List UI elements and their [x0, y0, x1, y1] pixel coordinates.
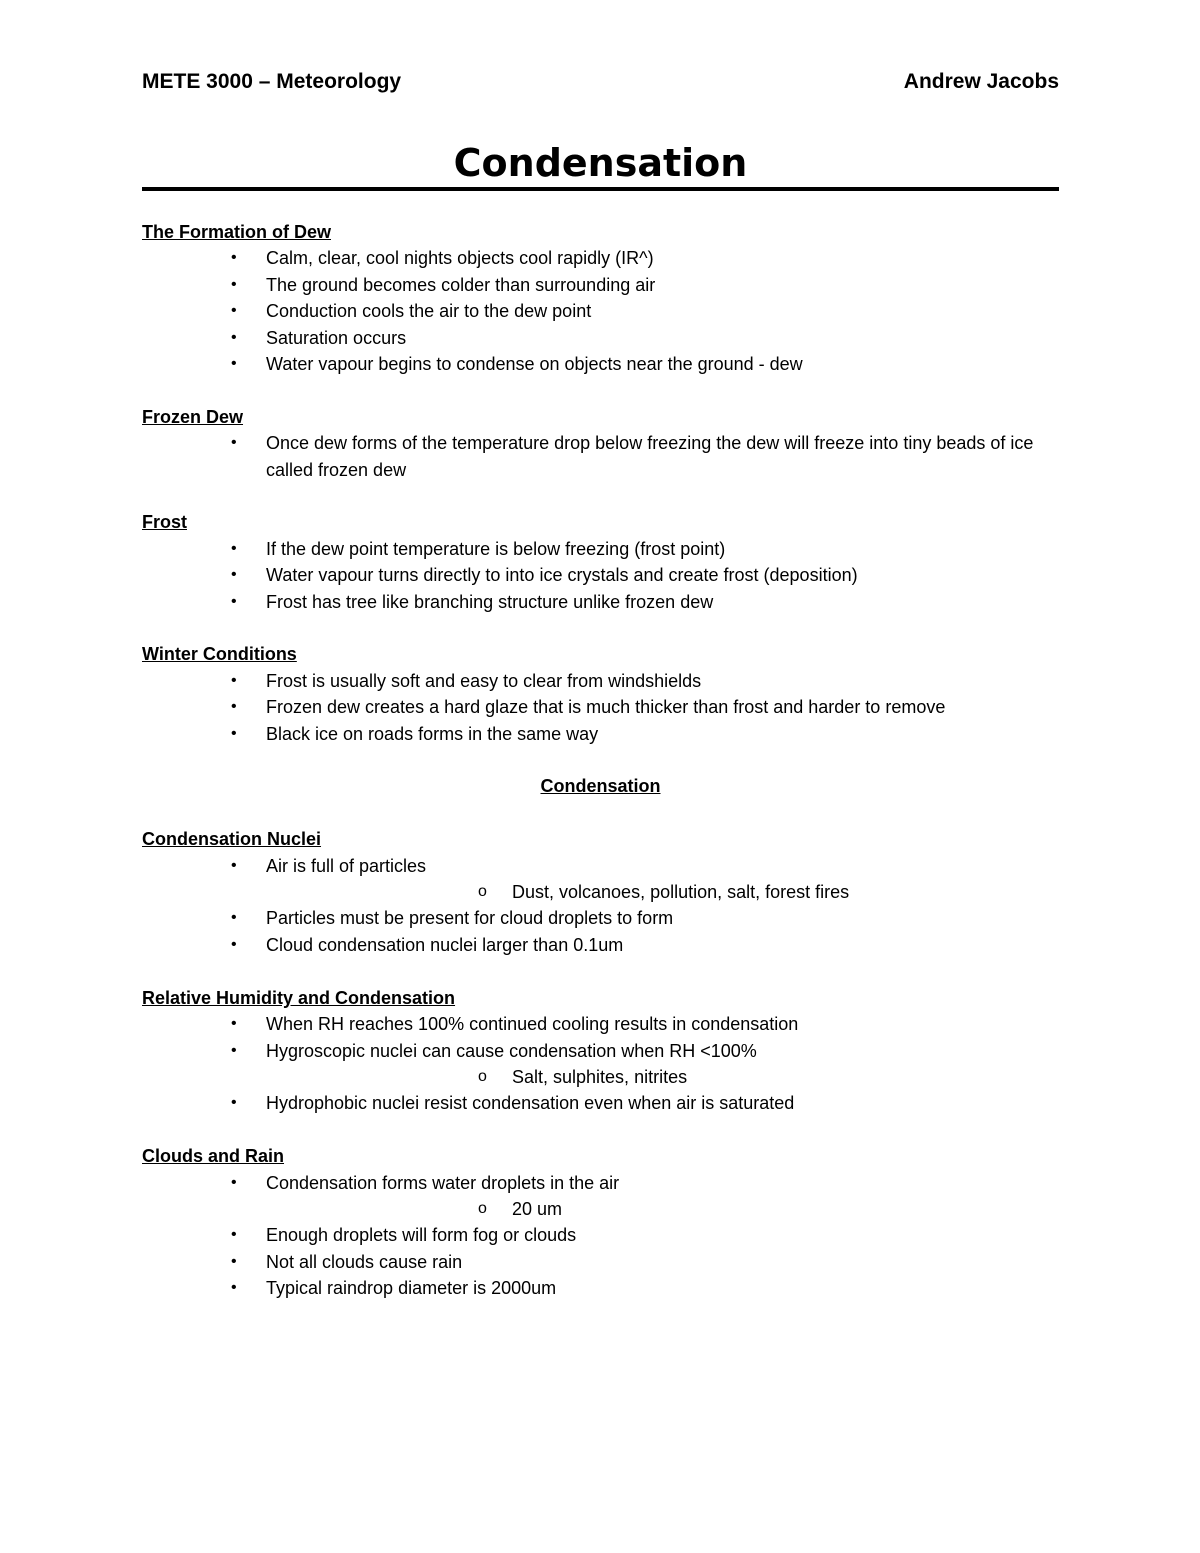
bullet-list [142, 1011, 1059, 1117]
sub-list-item-text: 20 um [512, 1198, 563, 1219]
list-item [142, 1222, 1059, 1248]
section-heading: Frozen Dew [142, 406, 244, 427]
bullet-icon: • [231, 355, 237, 373]
bullet-icon: • [231, 698, 237, 716]
list-item [142, 1249, 1059, 1275]
section-b-1 [142, 985, 1059, 1117]
bullet-icon: • [231, 566, 237, 584]
list-item [142, 1011, 1059, 1037]
list-item [142, 562, 1059, 588]
sub-list [266, 1196, 1059, 1222]
list-item [142, 1170, 1059, 1223]
list-item-text: Frost is usually soft and easy to clear from windshields [266, 670, 702, 691]
bullet-icon: • [231, 1015, 237, 1033]
bullet-icon: • [231, 249, 237, 267]
list-item-text: Calm, clear, cool nights objects cool rapidly (IR^) [266, 248, 654, 269]
list-item [142, 1090, 1059, 1116]
bullet-list [142, 430, 1059, 483]
list-item-text: If the dew point temperature is below freezing (frost point) [266, 538, 726, 559]
bullet-icon: • [231, 724, 237, 742]
sub-list-item-text: Dust, volcanoes, pollution, salt, forest fires [512, 882, 850, 903]
list-item [142, 325, 1059, 351]
list-item-text: Black ice on roads forms in the same way [266, 723, 599, 744]
list-item [142, 721, 1059, 747]
bullet-icon: • [231, 671, 237, 689]
bullet-list [142, 536, 1059, 615]
section-heading: Condensation Nuclei [142, 829, 322, 850]
document-body [142, 219, 1059, 1328]
list-item-text: Air is full of particles [266, 855, 427, 876]
sub-list-item [266, 1196, 1059, 1222]
document-page [142, 0, 1059, 1553]
list-item-text: The ground becomes colder than surrounding air [266, 274, 656, 295]
sub-list-item-text: Salt, sulphites, nitrites [512, 1066, 688, 1087]
bullet-icon: • [231, 1226, 237, 1244]
list-item [142, 272, 1059, 298]
list-item [142, 245, 1059, 271]
sub-list-item [266, 1064, 1059, 1090]
list-item [142, 589, 1059, 615]
circle-bullet-icon: o [478, 883, 487, 901]
bullet-icon: • [231, 909, 237, 927]
sub-list [266, 879, 1059, 905]
sub-list [266, 1064, 1059, 1090]
list-item-text: Water vapour begins to condense on objects near the ground - dew [266, 354, 803, 375]
section-a-0 [142, 219, 1059, 377]
list-item-text: Typical raindrop diameter is 2000um [266, 1278, 557, 1299]
list-item-text: When RH reaches 100% continued cooling results in condensation [266, 1014, 799, 1035]
section-title-condensation: Condensation [540, 776, 661, 797]
page-header [142, 70, 1059, 100]
list-item-text: Hygroscopic nuclei can cause condensation when RH <100% [266, 1040, 757, 1061]
bullet-icon: • [231, 1252, 237, 1270]
section-a-2 [142, 509, 1059, 615]
bullet-icon: • [231, 1173, 237, 1191]
list-item [142, 905, 1059, 931]
section-a-3 [142, 641, 1059, 747]
list-item [142, 1275, 1059, 1301]
list-item-text: Frozen dew creates a hard glaze that is much thicker than frost and harder to remove [266, 697, 946, 718]
bullet-list [142, 245, 1059, 377]
list-item [142, 932, 1059, 958]
list-item [142, 430, 1059, 483]
bullet-icon: • [231, 328, 237, 346]
bullet-icon: • [231, 434, 237, 452]
bullet-icon: • [231, 302, 237, 320]
list-item-text: Frost has tree like branching structure unlike frozen dew [266, 591, 714, 612]
bullet-icon: • [231, 1094, 237, 1112]
sub-list-item [266, 879, 1059, 905]
list-item-text: Particles must be present for cloud droplets to form [266, 908, 674, 929]
list-item-text: Once dew forms of the temperature drop below freezing the dew will freeze into tiny beads of ice called frozen dew [266, 433, 1034, 480]
bullet-list [142, 1170, 1059, 1302]
section-a-1 [142, 404, 1059, 483]
bullet-icon: • [231, 539, 237, 557]
list-item-text: Water vapour turns directly to into ice crystals and create frost (deposition) [266, 565, 858, 586]
section-heading: Winter Conditions [142, 644, 297, 665]
bullet-icon: • [231, 856, 237, 874]
circle-bullet-icon: o [478, 1067, 487, 1085]
list-item [142, 351, 1059, 377]
list-item-text: Conduction cools the air to the dew point [266, 301, 592, 322]
bullet-icon: • [231, 1041, 237, 1059]
list-item [142, 536, 1059, 562]
author-name: Andrew Jacobs [903, 70, 1059, 93]
list-item-text: Saturation occurs [266, 327, 407, 348]
list-item [142, 668, 1059, 694]
list-item [142, 1038, 1059, 1091]
list-item [142, 298, 1059, 324]
list-item-text: Cloud condensation nuclei larger than 0.1um [266, 934, 624, 955]
bullet-icon: • [231, 935, 237, 953]
bullet-icon: • [231, 1279, 237, 1297]
bullet-list [142, 853, 1059, 959]
section-b-0 [142, 826, 1059, 958]
list-item-text: Enough droplets will form fog or clouds [266, 1225, 577, 1246]
section-heading: Relative Humidity and Condensation [142, 987, 456, 1008]
section-b-2 [142, 1143, 1059, 1301]
section-heading: Clouds and Rain [142, 1146, 285, 1167]
list-item-text: Condensation forms water droplets in the air [266, 1172, 620, 1193]
list-item-text: Hydrophobic nuclei resist condensation even when air is saturated [266, 1093, 795, 1114]
section-heading: Frost [142, 512, 187, 533]
course-name: METE 3000 – Meteorology [142, 70, 402, 93]
section-heading: The Formation of Dew [142, 222, 331, 242]
title-rule [142, 187, 1059, 191]
list-item [142, 853, 1059, 906]
bullet-list [142, 668, 1059, 747]
list-item [142, 694, 1059, 720]
bullet-icon: • [231, 275, 237, 293]
list-item-text: Not all clouds cause rain [266, 1251, 463, 1272]
bullet-icon: • [231, 592, 237, 610]
circle-bullet-icon: o [478, 1199, 487, 1217]
page-title: Condensation [453, 141, 748, 185]
